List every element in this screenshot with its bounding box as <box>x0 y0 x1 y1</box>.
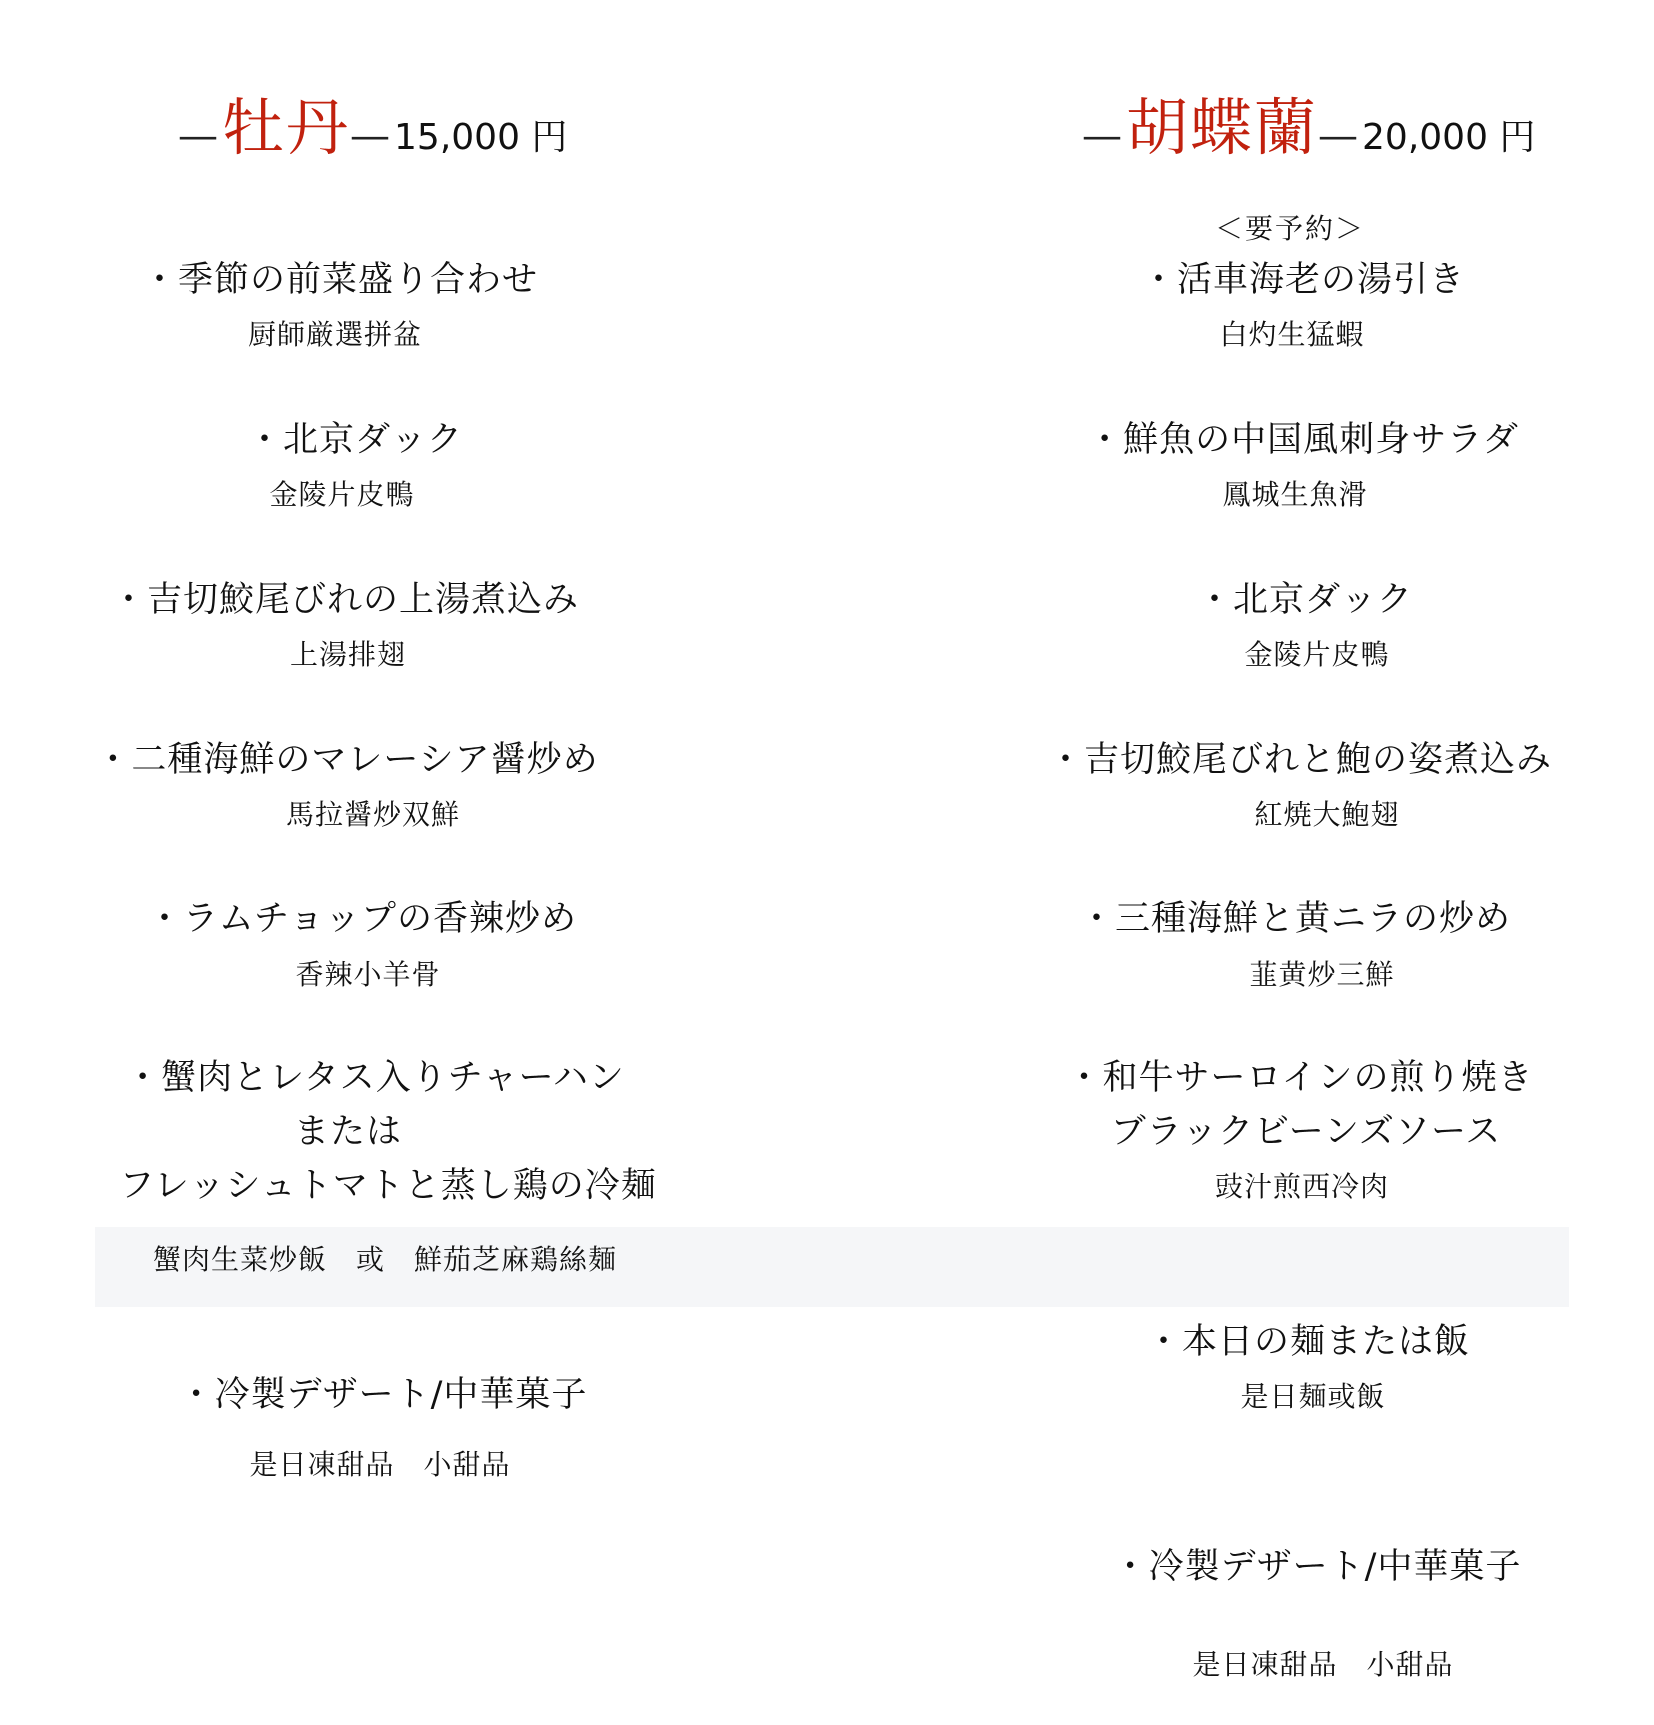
dish-name: ・吉切鮫尾びれの上湯煮込み <box>110 580 580 620</box>
dish-chinese-name: 紅焼大鮑翅 <box>1254 798 1400 831</box>
dish-chinese-name: 鳳城生魚滑 <box>1222 478 1368 511</box>
dish-name: ・鮮魚の中国風刺身サラダ <box>1087 420 1519 460</box>
dish-chinese-name: 香辣小羊骨 <box>295 958 441 991</box>
dish-chinese-name: 是日凍甜品 小甜品 <box>1192 1648 1454 1681</box>
dish-name: ・三種海鮮と黄ニラの炒め <box>1078 899 1512 939</box>
dish-name: ・活車海老の湯引き <box>1140 260 1466 300</box>
dish-chinese-name: 是日凍甜品 小甜品 <box>249 1448 511 1481</box>
price-dash: — <box>350 113 391 159</box>
dish-chinese-name: 白灼生猛蝦 <box>1219 318 1365 351</box>
dish-chinese-name: 韮黄炒三鮮 <box>1249 958 1395 991</box>
menu-price: 20,000 円 <box>1362 117 1536 158</box>
dish-name: ・冷製デザート/中華菓子 <box>178 1375 588 1415</box>
reservation-note: ＜要予約＞ <box>1214 212 1366 245</box>
left-menu-title <box>178 78 568 164</box>
title-dash: — <box>1082 113 1122 159</box>
dish-name: ・二種海鮮のマレーシア醤炒め <box>95 740 599 780</box>
dish-chinese-name: 金陵片皮鴨 <box>269 478 415 511</box>
dish-name: ・季節の前菜盛り合わせ <box>141 260 539 300</box>
dish-name: ・冷製デザート/中華菓子 <box>1112 1547 1522 1587</box>
dish-name: ・本日の麺または飯 <box>1145 1322 1471 1362</box>
dish-chinese-name: 上湯排翅 <box>289 638 407 671</box>
dish-name: ・ラムチョップの香辣炒め <box>147 899 577 939</box>
dish-name-alt: ブラックビーンズソース <box>1110 1112 1502 1152</box>
dish-name: ・和牛サーロインの煎り焼き <box>1066 1058 1534 1098</box>
dish-name-alt: フレッシュトマトと蒸し鶏の冷麺 <box>119 1166 657 1206</box>
dish-name: ・北京ダック <box>246 420 464 460</box>
dish-chinese-name: 厨師厳選拼盆 <box>247 318 423 351</box>
dish-chinese-name: 馬拉醤炒双鮮 <box>285 798 461 831</box>
dish-name: ・北京ダック <box>1196 580 1414 620</box>
dish-name: ・蟹肉とレタス入りチャーハン <box>125 1058 625 1098</box>
menu-name: 胡蝶蘭 <box>1126 91 1319 164</box>
right-menu-title <box>1082 78 1536 164</box>
dish-name: ・吉切鮫尾びれと鮑の姿煮込み <box>1047 740 1553 780</box>
menu-price: 15,000 円 <box>394 117 568 158</box>
menu-name: 牡丹 <box>222 91 351 164</box>
title-dash: — <box>178 113 218 159</box>
dish-chinese-name: 是日麺或飯 <box>1240 1380 1386 1413</box>
dish-chinese-name: 豉汁煎西冷肉 <box>1214 1170 1390 1203</box>
dish-or: または <box>293 1112 403 1152</box>
dish-chinese-name: 金陵片皮鴨 <box>1244 638 1390 671</box>
dish-chinese-name: 蟹肉生菜炒飯 或 鮮茄芝麻鶏絲麺 <box>152 1243 618 1276</box>
price-dash: — <box>1318 113 1359 159</box>
